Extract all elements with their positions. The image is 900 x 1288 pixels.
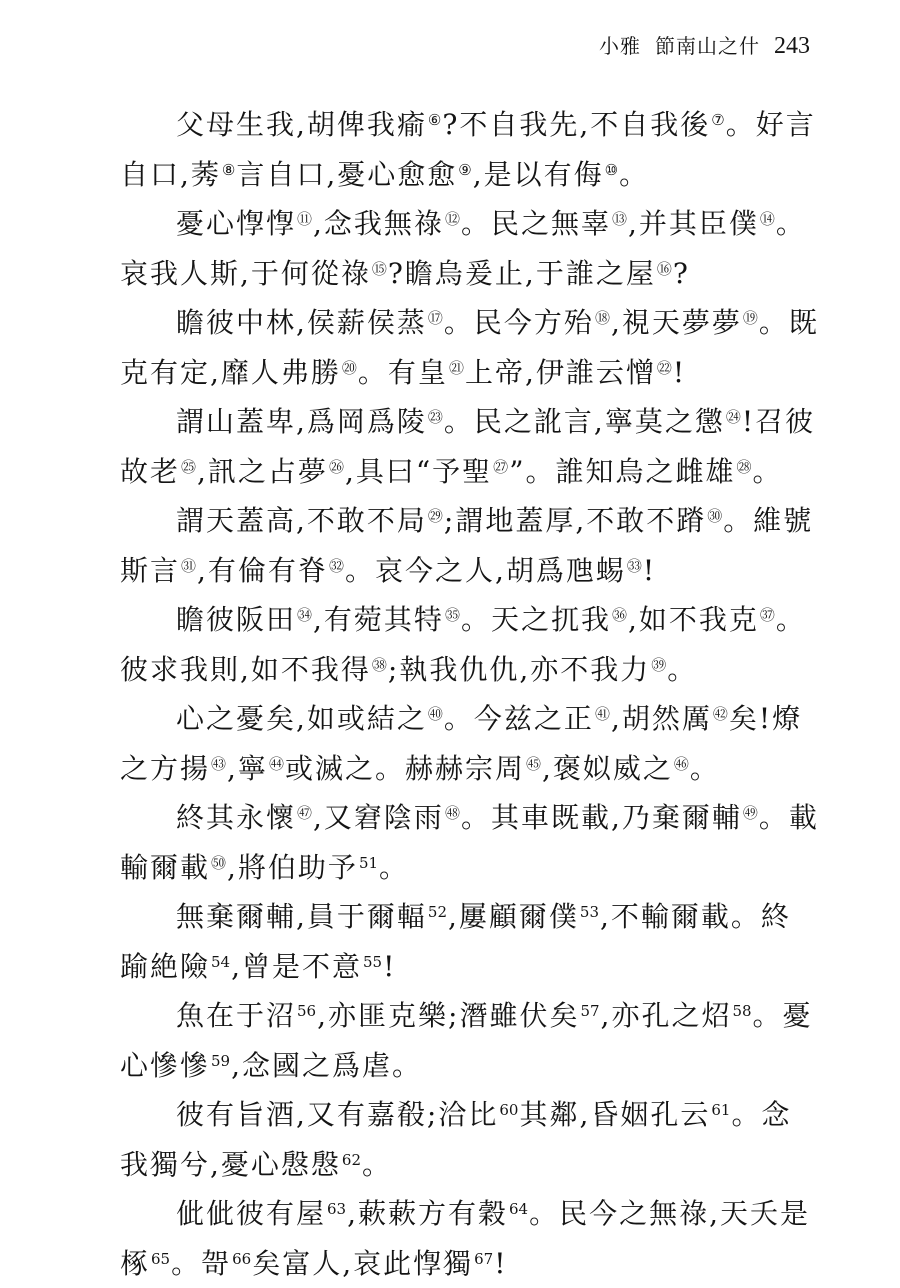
poem-text: 魚在于沼 [176,999,297,1032]
footnote-marker: 54 [211,952,231,971]
poem-text: ,蔌蔌方有穀 [347,1197,509,1230]
poem-text: ! [642,553,657,587]
footnote-marker: ㉒ [656,358,672,377]
poem-text: 。 [752,454,783,488]
poem-text: ! [672,355,687,389]
poem-text: 。載輸爾載 [120,801,819,884]
poem-text: 。天之扤我 [460,603,611,636]
poem-text: ? [672,256,690,290]
footnote-marker: 59 [211,1051,231,1070]
poem-text: ,念國之爲虐。 [231,1048,423,1082]
footnote-marker: 58 [732,1002,752,1020]
footnote-marker: ㉓ [427,408,443,426]
footnote-marker: ㉘ [736,457,752,476]
poem-text: ,亦匪克樂;潛雖伏矣 [317,999,580,1032]
poem-text: 瞻彼阪田 [176,603,297,636]
footnote-marker: ⑥ [427,111,442,129]
footnote-marker: ㉖ [328,457,344,476]
poem-text: ”。誰知烏之雌雄 [509,454,736,488]
footnote-marker: ㊾ [742,804,758,822]
footnote-marker: ⑱ [594,309,610,327]
poem-text: 矣富人,哀此惸獨 [252,1246,474,1280]
footnote-marker: ⑧ [221,160,236,179]
stanza [120,793,820,892]
poem-text: ,不輸爾載。終踰絶險 [120,900,791,983]
poem-text: 。 [689,751,720,785]
stanza [120,991,820,1090]
poem-text: 。哿 [171,1246,232,1280]
poem-text: 。其車既載,乃棄爾輔 [460,801,742,834]
poem-text: ,褒姒威之 [541,751,673,785]
footnote-marker: ㉔ [725,408,741,426]
poem-text: ,將伯助予 [227,850,358,884]
poem-text: 。哀今之人,胡爲虺蜴 [344,553,626,587]
footnote-marker: ⑫ [444,210,460,228]
poem-text: ,寧 [227,751,268,785]
poem-text: ,訊之占夢 [197,454,328,488]
footnote-marker: ⑩ [604,160,619,179]
poem-text: ,并其臣僕 [627,207,759,240]
poem-text: 謂天蓋高,不敢不局 [176,504,427,537]
footnote-marker: ㊹ [268,754,284,773]
footnote-marker: 53 [579,903,599,921]
stanza [120,100,820,199]
footnote-marker: 52 [427,903,447,921]
footnote-marker: ㉟ [444,606,460,624]
poem-text: 彼有旨酒,又有嘉殽;洽比 [176,1098,499,1131]
stanza [120,694,820,793]
poem-text: ,如不我克 [627,603,759,636]
footnote-marker: ㊿ [211,853,227,872]
poem-text: 。有皇 [357,355,448,389]
poem-text: 瞻彼中林,侯薪侯蒸 [176,306,427,339]
footnote-marker: ㊺ [525,754,541,773]
poem-text: ;謂地蓋厚,不敢不蹐 [443,504,707,537]
poem-text: 謂山蓋卑,爲岡爲陵 [176,405,427,438]
running-header [599,30,810,60]
poem-text: ! [494,1246,508,1280]
poem-text: 終其永懷 [176,801,297,834]
footnote-marker: ㊼ [297,804,313,822]
stanza [120,496,820,595]
poem-text: ,視天夢夢 [610,306,742,339]
poem-text: 。今兹之正 [443,702,594,735]
footnote-marker: ⑯ [656,259,672,278]
poem-text: !召彼故老 [120,405,816,488]
poem-text: ,有菀其特 [313,603,444,636]
footnote-marker: ⑦ [711,111,725,129]
footnote-marker: ㉝ [626,556,642,575]
stanza [120,199,820,298]
poem-text: ,曾是不意 [231,949,363,983]
poem-text: 心之憂矣,如或結之 [176,702,427,735]
footnote-marker: 61 [711,1101,731,1119]
footnote-marker: ⑮ [371,259,387,278]
poem-text: ,是以有侮 [472,157,604,191]
footnote-marker: 62 [341,1150,361,1169]
footnote-marker: ㊶ [594,705,610,723]
header-chapter-title: 節南山之什 [655,34,760,58]
stanza [120,397,820,496]
poem-text: 。好言自口,莠 [120,108,816,191]
poem-text: ,念我無祿 [313,207,444,240]
poem-text: ,屢顧爾僕 [448,900,579,933]
footnote-marker: 55 [363,952,383,971]
page-number: 243 [774,33,810,59]
footnote-marker: ㊳ [371,655,387,674]
footnote-marker: 63 [327,1200,347,1218]
footnote-marker: ⑭ [759,210,775,228]
poem-text: 上帝,伊誰云憎 [464,355,656,389]
footnote-marker: ㉜ [328,556,344,575]
poem-text: 佌佌彼有屋 [176,1197,327,1230]
stanza [120,298,820,397]
footnote-marker: ㉙ [427,507,443,525]
footnote-marker: ㉑ [448,358,464,377]
footnote-marker: ⑲ [742,309,758,327]
poem-text: ,有倫有脊 [197,553,328,587]
poem-text: ,亦孔之炤 [600,999,732,1032]
poem-text: 。民今之無祿,天夭是椓 [120,1197,811,1280]
footnote-marker: 66 [232,1249,252,1268]
footnote-marker: ㊻ [673,754,689,773]
footnote-marker: ⑪ [297,210,313,228]
poem-text: 。 [379,850,410,884]
poem-text: 或滅之。赫赫宗周 [284,751,525,785]
footnote-marker: ㉚ [707,507,723,525]
poem-text: 。民之無辜 [460,207,611,240]
header-section-title: 小雅 [599,34,641,58]
footnote-marker: ⑬ [611,210,627,228]
poem-text: 。 [619,157,650,191]
poem-text: 。憂心慘慘 [120,999,813,1082]
footnote-marker: 56 [297,1002,317,1020]
footnote-marker: ㊽ [444,804,460,822]
poem-text: 。維號斯言 [120,504,814,587]
poem-text: 矣!燎之方揚 [120,702,803,785]
stanza [120,595,820,694]
poem-text: ! [383,949,397,983]
poem-text: 。民今方殆 [443,306,594,339]
poem-text: ?不自我先,不自我後 [442,108,711,141]
poem-text: ,胡然厲 [610,702,712,735]
poem-text: 。 [667,652,698,686]
poem-text: ;執我仇仇,亦不我力 [387,652,651,686]
footnote-marker: ㉛ [181,556,197,575]
footnote-marker: ㉞ [297,606,313,624]
poem-text: 言自口,憂心愈愈 [236,157,458,191]
poem-text: ,具曰“予聖 [344,454,493,488]
poem-text: 其鄰,昏姻孔云 [519,1098,711,1131]
footnote-marker: ㉗ [493,457,509,476]
footnote-marker: ㊴ [651,655,667,674]
footnote-marker: 60 [499,1101,519,1119]
stanza [120,1090,820,1189]
stanza [120,892,820,991]
poem-text: ,又窘陰雨 [313,801,444,834]
poem-text: 。哀我人斯,于何從祿 [120,207,806,290]
poem-text: 。念我獨兮,憂心慇慇 [120,1098,792,1181]
poem-body [120,100,820,1288]
footnote-marker: ⑰ [427,309,443,327]
footnote-marker: 65 [151,1249,171,1268]
poem-text: 父母生我,胡俾我瘉 [176,108,427,141]
poem-text: ?瞻烏爰止,于誰之屋 [387,256,656,290]
poem-text: 無棄爾輔,員于爾輻 [176,900,427,933]
footnote-marker: 51 [358,853,379,872]
footnote-marker: ㊷ [712,705,728,723]
footnote-marker: ㊸ [211,754,227,773]
footnote-marker: ㊱ [611,606,627,624]
poem-text: 。彼求我則,如不我得 [120,603,806,686]
poem-text: 憂心惸惸 [176,207,297,240]
footnote-marker: 64 [509,1200,529,1218]
stanza [120,1189,820,1288]
footnote-marker: ⑳ [341,358,357,377]
footnote-marker: ㊵ [427,705,443,723]
poem-text: 。 [362,1147,393,1181]
poem-text: 。既克有定,靡人弗勝 [120,306,819,389]
footnote-marker: 67 [474,1249,494,1268]
footnote-marker: ⑨ [458,160,472,179]
footnote-marker: ㉕ [181,457,197,476]
poem-text: 。民之訛言,寧莫之懲 [443,405,725,438]
footnote-marker: ㊲ [759,606,775,624]
footnote-marker: 57 [580,1002,600,1020]
